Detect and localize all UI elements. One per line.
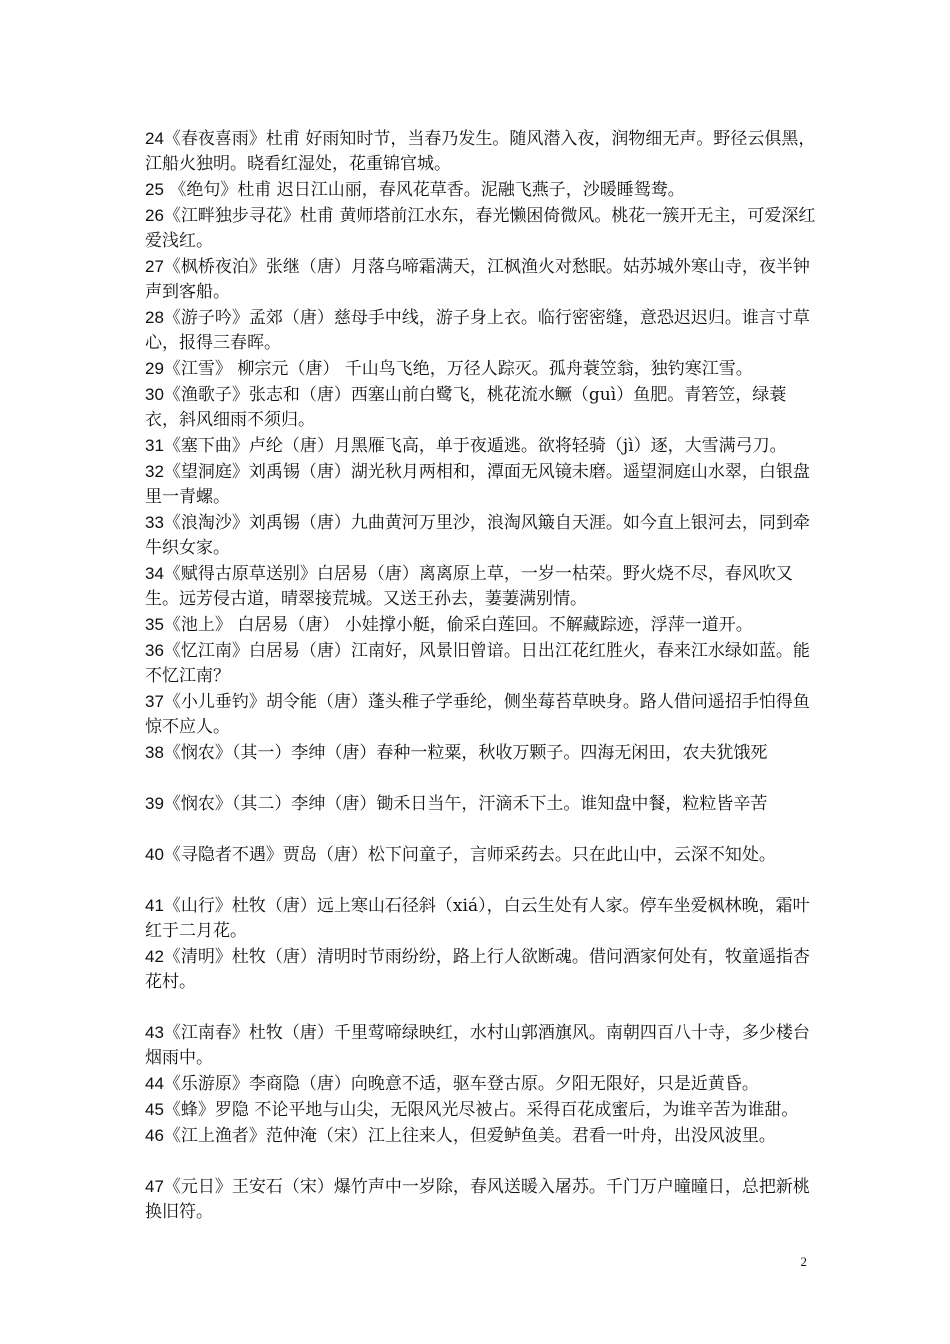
poem-text: 《悯农》（其一）李绅（唐）春种一粒粟，秋收万颗子。四海无闲田，农夫犹饿死 — [163, 743, 768, 763]
poem-entry — [145, 177, 817, 203]
poem-entry — [145, 1174, 817, 1225]
poem-number: 33 — [145, 513, 164, 532]
poem-entry — [145, 203, 817, 254]
poem-text: 《乐游原》李商隐（唐）向晚意不适，驱车登古原。夕阳无限好，只是近黄昏。 — [163, 1074, 759, 1094]
poem-entry — [145, 305, 817, 356]
poem-number: 40 — [145, 845, 164, 864]
poem-text: 《江雪》 柳宗元（唐） 千山鸟飞绝，万径人踪灭。孤舟蓑笠翁，独钓寒江雪。 — [163, 359, 753, 379]
poem-text: 《游子吟》孟郊（唐）慈母手中线，游子身上衣。临行密密缝，意恐迟迟归。谁言寸草心，报得三春晖。 — [145, 308, 810, 353]
poem-text: 《小儿垂钓》胡令能（唐）蓬头稚子学垂纶，侧坐莓苔草映身。路人借问遥招手怕得鱼惊不应人。 — [145, 692, 810, 737]
poem-text: 《渔歌子》张志和（唐）西塞山前白鹭飞，桃花流水鳜（guì）鱼肥。青箬笠，绿蓑衣，斜风细雨不须归。 — [145, 385, 787, 430]
poem-entry — [145, 1020, 817, 1071]
page-number: 2 — [800, 1254, 807, 1269]
poem-entry — [145, 1123, 817, 1149]
poem-number: 28 — [145, 308, 164, 327]
poem-text: 《池上》 白居易（唐） 小娃撑小艇，偷采白莲回。不解藏踪迹，浮萍一道开。 — [163, 615, 753, 635]
poem-entry — [145, 791, 817, 817]
poem-entry — [145, 254, 817, 305]
poem-number: 39 — [145, 794, 164, 813]
poem-number: 44 — [145, 1074, 164, 1093]
poem-number: 31 — [145, 436, 164, 455]
document-body — [145, 126, 817, 1225]
poem-number: 37 — [145, 692, 164, 711]
poem-entry — [145, 510, 817, 561]
poem-entry — [145, 893, 817, 944]
poem-number: 45 — [145, 1100, 164, 1119]
poem-text: 《蜂》罗隐 不论平地与山尖，无限风光尽被占。采得百花成蜜后，为谁辛苦为谁甜。 — [163, 1100, 799, 1120]
poem-number: 27 — [145, 257, 164, 276]
poem-text: 《赋得古原草送别》白居易（唐）离离原上草，一岁一枯荣。野火烧不尽，春风吹又生。远芳侵古道，晴翠接荒城。又送王孙去，萋萋满别情。 — [145, 564, 793, 609]
poem-text: 《悯农》（其二）李绅（唐）锄禾日当午，汗滴禾下土。谁知盘中餐，粒粒皆辛苦 — [163, 794, 768, 814]
poem-number: 32 — [145, 462, 164, 481]
poem-text: 《枫桥夜泊》张继（唐）月落乌啼霜满天，江枫渔火对愁眠。姑苏城外寒山寺，夜半钟声到客船。 — [145, 257, 810, 302]
poem-text: 《清明》杜牧（唐）清明时节雨纷纷，路上行人欲断魂。借问酒家何处有，牧童遥指杏花村。 — [145, 947, 810, 992]
poem-entry — [145, 1071, 817, 1097]
poem-number: 25 — [145, 180, 164, 199]
poem-number: 24 — [145, 129, 164, 148]
poem-number: 26 — [145, 206, 164, 225]
poem-entry — [145, 842, 817, 868]
poem-number: 35 — [145, 615, 164, 634]
poem-number: 34 — [145, 564, 164, 583]
poem-number: 41 — [145, 896, 164, 915]
poem-entry — [145, 126, 817, 177]
poem-text: 《江畔独步寻花》杜甫 黄师塔前江水东，春光懒困倚微风。桃花一簇开无主，可爱深红爱浅红。 — [145, 206, 816, 251]
poem-text: 《望洞庭》刘禹锡（唐）湖光秋月两相和，潭面无风镜未磨。遥望洞庭山水翠，白银盘里一青螺。 — [145, 462, 810, 507]
poem-number: 30 — [145, 385, 164, 404]
poem-number: 29 — [145, 359, 164, 378]
poem-text: 《塞下曲》卢纶（唐）月黑雁飞高，单于夜遁逃。欲将轻骑（jì）逐，大雪满弓刀。 — [163, 436, 787, 456]
poem-text: 《忆江南》白居易（唐）江南好，风景旧曾谙。日出江花红胜火，春来江水绿如蓝。能不忆江南？ — [145, 641, 810, 686]
poem-entry — [145, 689, 817, 740]
poem-entry — [145, 638, 817, 689]
poem-number: 36 — [145, 641, 164, 660]
poem-number: 43 — [145, 1023, 164, 1042]
poem-text: 《元日》王安石（宋）爆竹声中一岁除，春风送暖入屠苏。千门万户曈曈日，总把新桃换旧符。 — [145, 1177, 810, 1222]
poem-entry — [145, 459, 817, 510]
poem-text: 《寻隐者不遇》贾岛（唐）松下问童子，言师采药去。只在此山中，云深不知处。 — [163, 845, 776, 865]
poem-number: 47 — [145, 1177, 164, 1196]
poem-number: 38 — [145, 743, 164, 762]
poem-entry — [145, 561, 817, 612]
poem-number: 46 — [145, 1126, 164, 1145]
poem-entry — [145, 1097, 817, 1123]
poem-entry — [145, 740, 817, 766]
poem-number: 42 — [145, 947, 164, 966]
poem-text: 《春夜喜雨》杜甫 好雨知时节，当春乃发生。随风潜入夜，润物细无声。野径云俱黑，江船火独明。晓看红湿处，花重锦官城。 — [145, 129, 816, 174]
poem-entry — [145, 612, 817, 638]
poem-text: 《江上渔者》范仲淹（宋）江上往来人，但爱鲈鱼美。君看一叶舟，出没风波里。 — [163, 1126, 776, 1146]
poem-text: 《浪淘沙》刘禹锡（唐）九曲黄河万里沙，浪淘风簸自天涯。如今直上银河去，同到牵牛织女家。 — [145, 513, 810, 558]
poem-text: 《绝句》杜甫 迟日江山丽，春风花草香。泥融飞燕子，沙暖睡鸳鸯。 — [163, 180, 685, 200]
poem-entry — [145, 944, 817, 995]
poem-text: 《山行》杜牧（唐）远上寒山石径斜（xiá），白云生处有人家。停车坐爱枫林晚，霜叶红于二月花。 — [145, 896, 810, 941]
poem-text: 《江南春》杜牧（唐）千里莺啼绿映红，水村山郭酒旗风。南朝四百八十寺，多少楼台烟雨中。 — [145, 1023, 810, 1068]
poem-entry — [145, 382, 817, 433]
poem-entry — [145, 356, 817, 382]
poem-entry — [145, 433, 817, 459]
